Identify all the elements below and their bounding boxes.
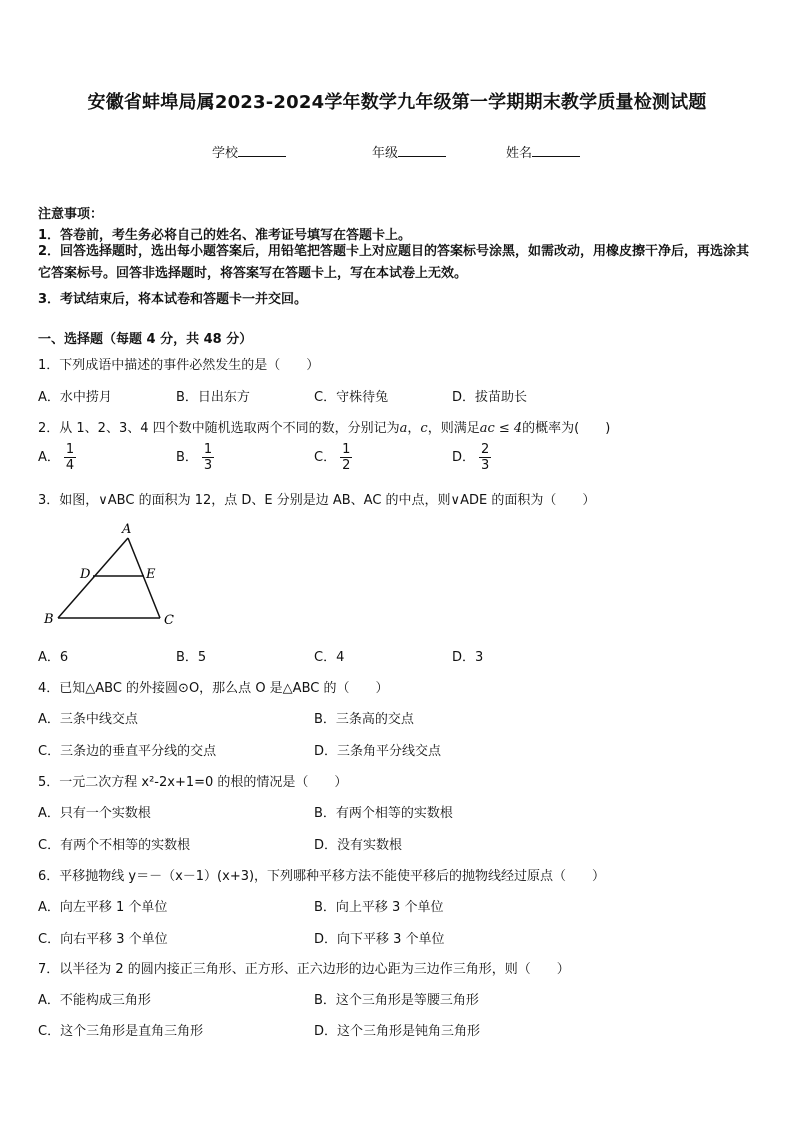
q2-stem bbox=[38, 417, 610, 436]
q7-stem: 7．以半径为 2 的圆内接正三角形、正方形、正六边形的边心距为三边作三角形，则（ ） bbox=[38, 962, 570, 977]
q7-option-b: B．这个三角形是等腰三角形 bbox=[314, 993, 479, 1008]
q2-option-d-fraction bbox=[479, 442, 491, 473]
name-blank bbox=[532, 144, 580, 157]
q6-stem: 6．平移抛物线 y＝－（x－1）(x+3)，下列哪种平移方法不能使平移后的抛物线经过原点（ ） bbox=[38, 869, 606, 884]
point-label-d: D bbox=[80, 567, 91, 582]
q2-c-numerator: 1 bbox=[342, 442, 351, 457]
vertex-label-a: A bbox=[122, 522, 132, 537]
q1-option-c: C．守株待兔 bbox=[314, 390, 389, 405]
q2-condition: ac ≤ 4 bbox=[479, 421, 523, 436]
grade-blank bbox=[398, 144, 446, 157]
q2-option-a bbox=[38, 442, 76, 473]
notice-item-2: 2．回答选择题时，选出每小题答案后，用铅笔把答题卡上对应题目的答案标号涂黑，如需改动，用橡皮擦干净后，再选涂其它答案标号。回答非选择题时，将答案写在答题卡上，写在本试卷上无效。 bbox=[38, 244, 750, 281]
q4-option-a: A．三条中线交点 bbox=[38, 712, 138, 727]
q5-option-a: A．只有一个实数根 bbox=[38, 806, 151, 821]
q2-option-c-fraction bbox=[340, 442, 352, 473]
point-label-e: E bbox=[146, 567, 156, 582]
q2-option-b-label: B． bbox=[176, 450, 198, 465]
q4-option-c: C．三条边的垂直平分线的交点 bbox=[38, 744, 217, 759]
q6-option-d: D．向下平移 3 个单位 bbox=[314, 932, 445, 947]
q4-stem: 4．已知△ABC 的外接圆⊙O，那么点 O 是△ABC 的（ ） bbox=[38, 681, 389, 696]
q6-option-a: A．向左平移 1 个单位 bbox=[38, 900, 168, 915]
q3-option-a: A．6 bbox=[38, 650, 69, 665]
q3-option-b: B．5 bbox=[176, 650, 207, 665]
q2-sep: ， bbox=[407, 421, 421, 436]
q1-option-d: D．拔苗助长 bbox=[452, 390, 528, 405]
q2-option-b bbox=[176, 442, 214, 473]
notice-item-3: 3．考试结束后，将本试卷和答题卡一并交回。 bbox=[38, 292, 308, 307]
q2-b-denominator: 3 bbox=[203, 458, 213, 473]
q2-a-denominator: 4 bbox=[65, 458, 75, 473]
q3-stem: 3．如图，∨ABC 的面积为 12，点 D、E 分别是边 AB、AC 的中点，则∨ADE 的面积为（ ） bbox=[38, 493, 596, 508]
q2-stem-b: ，则满足 bbox=[427, 421, 480, 436]
q2-option-a-fraction bbox=[64, 442, 76, 473]
vertex-label-b: B bbox=[44, 612, 54, 627]
notice-item-1: 1．答卷前，考生务必将自己的姓名、准考证号填写在答题卡上。 bbox=[38, 228, 412, 243]
notice-heading: 注意事项： bbox=[38, 207, 104, 222]
q3-option-c: C．4 bbox=[314, 650, 345, 665]
q3-option-d: D．3 bbox=[452, 650, 484, 665]
q2-d-denominator: 3 bbox=[481, 458, 490, 473]
grade-field bbox=[372, 142, 446, 161]
vertex-label-c: C bbox=[164, 613, 174, 628]
q2-option-c bbox=[314, 442, 352, 473]
q1-stem: 1．下列成语中描述的事件必然发生的是（ ） bbox=[38, 358, 320, 373]
q5-stem: 5．一元二次方程 x²-2x+1=0 的根的情况是（ ） bbox=[38, 775, 348, 790]
name-field bbox=[506, 142, 580, 161]
q2-c-denominator: 2 bbox=[342, 458, 351, 473]
q2-stem-c: 的概率为( ) bbox=[522, 421, 611, 436]
q2-a-numerator: 1 bbox=[65, 442, 75, 457]
q1-option-b: B．日出东方 bbox=[176, 390, 250, 405]
q2-option-d-label: D． bbox=[452, 450, 476, 465]
q2-stem-a: 2．从 1、2、3、4 四个数中随机选取两个不同的数，分别记为 bbox=[38, 421, 400, 436]
section-heading: 一、选择题（每题 4 分，共 48 分） bbox=[38, 332, 253, 347]
side-ab bbox=[58, 538, 128, 618]
q5-option-b: B．有两个相等的实数根 bbox=[314, 806, 453, 821]
q7-option-a: A．不能构成三角形 bbox=[38, 993, 151, 1008]
q2-b-numerator: 1 bbox=[203, 442, 213, 457]
q7-option-d: D．这个三角形是钝角三角形 bbox=[314, 1024, 481, 1039]
q2-option-b-fraction bbox=[202, 442, 214, 473]
school-label: 学校 bbox=[212, 146, 239, 161]
triangle-figure bbox=[38, 518, 188, 633]
q2-var-c: c bbox=[420, 421, 428, 436]
q6-option-b: B．向上平移 3 个单位 bbox=[314, 900, 444, 915]
q5-option-d: D．没有实数根 bbox=[314, 838, 403, 853]
name-label: 姓名 bbox=[506, 146, 533, 161]
q6-option-c: C．向右平移 3 个单位 bbox=[38, 932, 168, 947]
q2-option-d bbox=[452, 442, 491, 473]
school-field bbox=[212, 142, 286, 161]
q1-option-a: A．水中捞月 bbox=[38, 390, 112, 405]
q2-option-a-label: A． bbox=[38, 450, 60, 465]
q4-option-d: D．三条角平分线交点 bbox=[314, 744, 442, 759]
page-title: 安徽省蚌埠局属2023-2024学年数学九年级第一学期期末教学质量检测试题 bbox=[87, 92, 707, 113]
q2-var-a: a bbox=[399, 421, 408, 436]
q2-d-numerator: 2 bbox=[481, 442, 490, 457]
school-blank bbox=[238, 144, 286, 157]
q4-option-b: B．三条高的交点 bbox=[314, 712, 414, 727]
q2-option-c-label: C． bbox=[314, 450, 337, 465]
grade-label: 年级 bbox=[372, 146, 399, 161]
q5-option-c: C．有两个不相等的实数根 bbox=[38, 838, 191, 853]
q7-option-c: C．这个三角形是直角三角形 bbox=[38, 1024, 204, 1039]
